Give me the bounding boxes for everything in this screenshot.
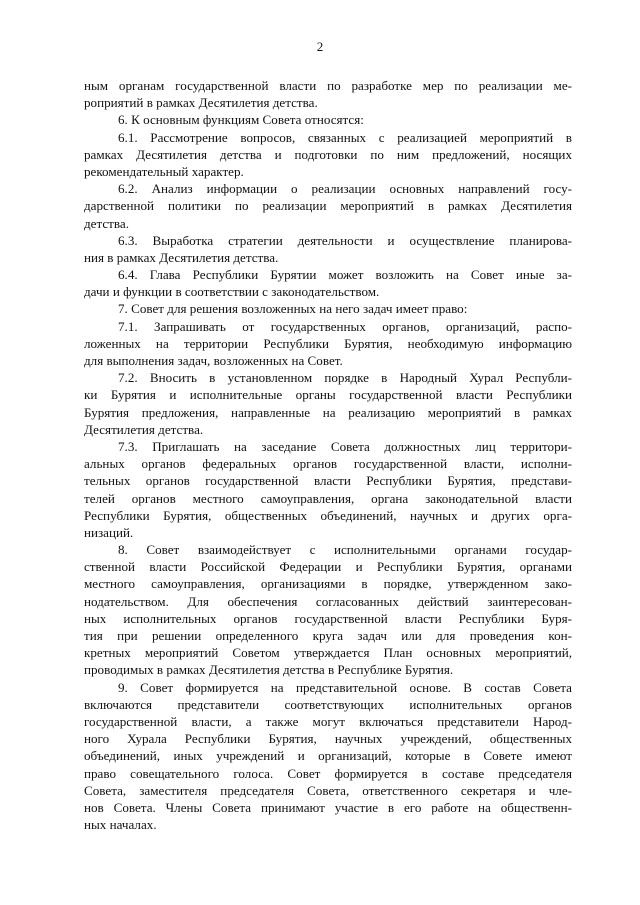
text-line: 6.3. Выработка стратегии деятельности и осуществление планирова- bbox=[118, 232, 572, 248]
text-line: ложенных на территории Республики Бурятия, необходимую информацию bbox=[84, 335, 572, 351]
text-line: альных органов федеральных органов государственной власти, исполни- bbox=[84, 456, 572, 472]
text-line: ных исполнительных органов государственной власти Республики Буря- bbox=[84, 610, 572, 626]
text-line: ного Хурала Республики Бурятия, научных учреждений, общественных bbox=[84, 731, 572, 747]
text-line: низаций. bbox=[84, 524, 134, 540]
text-line: роприятий в рамках Десятилетия детства. bbox=[84, 95, 318, 111]
text-line: ных началах. bbox=[84, 817, 157, 833]
text-line: местного самоуправления, организациями в порядке, утвержденном зако- bbox=[84, 576, 572, 592]
text-line: 6. К основным функциям Совета относятся: bbox=[118, 112, 364, 128]
text-line: ки Бурятия и исполнительные органы государственной власти Республики bbox=[84, 387, 572, 403]
text-line: 6.2. Анализ информации о реализации основных направлений госу- bbox=[118, 181, 572, 197]
text-line: ственной власти Российской Федерации и Республики Бурятия, органами bbox=[84, 559, 572, 575]
text-line: включаются представители соответствующих исполнительных органов bbox=[84, 696, 572, 712]
text-line: 8. Совет взаимодействует с исполнительными органами государ- bbox=[118, 542, 572, 558]
text-line: кретных мероприятий Советом утверждается План основных мероприятий, bbox=[84, 645, 572, 661]
text-line: ния в рамках Десятилетия детства. bbox=[84, 249, 279, 265]
text-line: Бурятия предложения, направленные на реализацию мероприятий в рамках bbox=[84, 404, 572, 420]
text-line: ным органам государственной власти по разработке мер по реализации ме- bbox=[84, 78, 572, 93]
text-line: рекомендательный характер. bbox=[84, 163, 244, 179]
text-line: 7.1. Запрашивать от государственных органов, организаций, распо- bbox=[118, 318, 572, 334]
text-line: право совещательного голоса. Совет формируется в составе председателя bbox=[84, 765, 572, 781]
text-line: рамках Десятилетия детства и подготовки по ним предложений, носящих bbox=[84, 146, 572, 162]
text-line: детства. bbox=[84, 215, 129, 231]
text-line: 7.3. Приглашать на заседание Совета должностных лиц территори- bbox=[118, 438, 572, 454]
text-line: Совета, заместителя председателя Совета, ответственного секретаря и чле- bbox=[84, 782, 572, 798]
text-line: для выполнения задач, возложенных на Совет. bbox=[84, 353, 343, 368]
page-number: 2 bbox=[316, 39, 324, 54]
text-line: нов Совета. Члены Совета принимают участие в его работе на общественн- bbox=[84, 799, 572, 815]
text-line: 6.1. Рассмотрение вопросов, связанных с реализацией мероприятий в bbox=[118, 129, 572, 145]
text-line: 7. Совет для решения возложенных на него задач имеет право: bbox=[118, 301, 468, 317]
text-line: Республики Бурятия, общественных объединений, научных и других орга- bbox=[84, 507, 572, 523]
text-line: тия при решении определенного круга задач или для проведения кон- bbox=[84, 628, 572, 643]
text-line: объединений, иных учреждений и организаций, которые в Совете имеют bbox=[84, 748, 572, 764]
text-line: телей органов местного самоуправления, органа законодательной власти bbox=[84, 490, 572, 506]
text-line: 9. Совет формируется на представительной основе. В состав Совета bbox=[118, 679, 572, 695]
text-line: нодательством. Для обеспечения согласованных действий заинтересован- bbox=[84, 593, 572, 609]
text-line: государственной власти, а также могут включаться представители Народ- bbox=[84, 713, 572, 729]
text-line: 7.2. Вносить в установленном порядке в Народный Хурал Республи- bbox=[118, 370, 572, 386]
document-body bbox=[84, 77, 572, 833]
text-line: тельных органов государственной власти Республики Бурятия, представи- bbox=[84, 473, 572, 489]
text-line: Десятилетия детства. bbox=[84, 421, 204, 437]
text-line: 6.4. Глава Республики Бурятии может возложить на Совет иные за- bbox=[118, 267, 572, 283]
text-line: проводимых в рамках Десятилетия детства в Республике Бурятия. bbox=[84, 662, 454, 678]
text-line: дачи и функции в соответствии с законодательством. bbox=[84, 284, 380, 300]
text-line: дарственной политики по реализации мероприятий в рамках Десятилетия bbox=[84, 198, 572, 214]
